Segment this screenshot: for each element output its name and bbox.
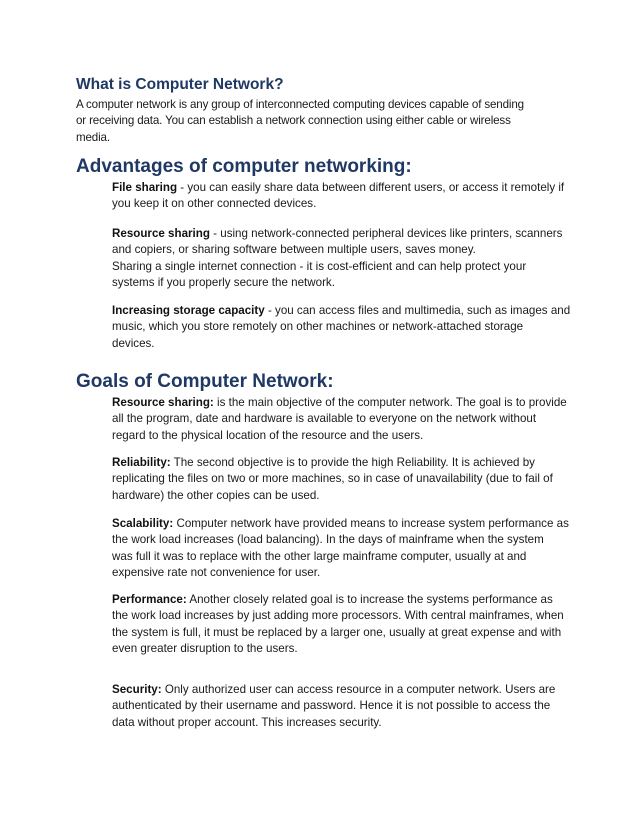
term: Security:	[112, 683, 162, 696]
text-line: was full it was to replace with the other large mainframe computer, usually at and	[112, 549, 527, 563]
goal-item-security	[112, 682, 572, 731]
text-line	[112, 516, 572, 532]
text-fragment: Another closely related goal is to increase the systems performance as	[186, 593, 553, 606]
text-fragment: - you can access files and multimedia, such as images and	[264, 304, 571, 317]
text-fragment: The second objective is to provide the high Reliability. It is achieved by	[170, 456, 535, 469]
term: File sharing	[112, 181, 178, 194]
text-line: even greater disruption to the users.	[112, 641, 298, 655]
term: Resource sharing	[112, 227, 210, 240]
text-line	[112, 395, 572, 411]
text-line: you keep it on other connected devices.	[112, 197, 317, 211]
goal-item-reliability	[112, 455, 572, 504]
goal-item-resource-sharing	[112, 395, 572, 444]
text-line: systems if you properly secure the network.	[112, 275, 335, 289]
text-line: regard to the physical location of the resource and the users.	[112, 428, 424, 442]
advantage-item-storage-capacity	[112, 303, 572, 352]
term: Resource sharing:	[112, 396, 214, 409]
text-line	[112, 592, 572, 608]
text-line: music, which you store remotely on other machines or network-attached storage	[112, 320, 524, 334]
text-line: all the program, date and hardware is available to everyone on the network without	[112, 412, 537, 426]
text-line: the work load increases by just adding more processors. With central mainframes, when	[112, 609, 564, 623]
text-line: the system is full, it must be replaced by a larger one, usually at great expense and with	[112, 625, 562, 639]
text-fragment: - using network-connected peripheral devices like printers, scanners	[209, 227, 563, 240]
text-fragment: Computer network have provided means to increase system performance as	[173, 517, 569, 530]
text-line: Sharing a single internet connection - it is cost-efficient and can help protect your	[112, 259, 527, 273]
section-heading-what-is-network: What is Computer Network?	[76, 76, 284, 93]
text-fragment: is the main objective of the computer network. The goal is to provide	[213, 396, 567, 409]
text-line: or receiving data. You can establish a network connection using either cable or wireless	[76, 114, 511, 128]
text-line: the work load increases (load balancing). In the days of mainframe when the system	[112, 533, 544, 547]
term: Scalability:	[112, 517, 174, 530]
text-line: expensive rate not convenience for user.	[112, 565, 321, 579]
advantage-item-file-sharing	[112, 180, 572, 213]
advantage-item-resource-sharing	[112, 226, 572, 291]
goal-item-scalability	[112, 516, 572, 581]
text-fragment: - you can easily share data between different users, or access it remotely if	[177, 181, 565, 194]
text-line	[112, 303, 572, 319]
text-fragment: Only authorized user can access resource in a computer network. Users are	[161, 683, 556, 696]
section-heading-goals: Goals of Computer Network:	[76, 371, 334, 392]
term: Increasing storage capacity	[112, 304, 265, 317]
text-line: media.	[76, 130, 110, 144]
text-line: data without proper account. This increases security.	[112, 715, 382, 729]
term: Reliability:	[112, 456, 171, 469]
term: Performance:	[112, 593, 187, 606]
section-heading-advantages: Advantages of computer networking:	[76, 156, 412, 177]
text-fragment: omputer network is any group of interconnected computing devices capable of sending	[91, 98, 524, 111]
text-line	[112, 180, 572, 196]
text-line	[112, 682, 572, 698]
text-line: authenticated by their username and password. Hence it is not possible to access the	[112, 699, 551, 713]
text-line	[112, 455, 572, 471]
text-line: replicating the files on two or more machines, so in case of unavailability (due to fail of	[112, 472, 553, 486]
goal-item-performance	[112, 592, 572, 657]
intro-paragraph	[76, 97, 576, 146]
text-line: and copiers, or sharing software between multiple users, saves money.	[112, 243, 476, 257]
text-fragment: A c	[76, 98, 92, 111]
text-line	[112, 226, 572, 242]
text-line: hardware) the other copies can be used.	[112, 488, 320, 502]
text-line	[76, 97, 576, 113]
text-line: devices.	[112, 336, 155, 350]
